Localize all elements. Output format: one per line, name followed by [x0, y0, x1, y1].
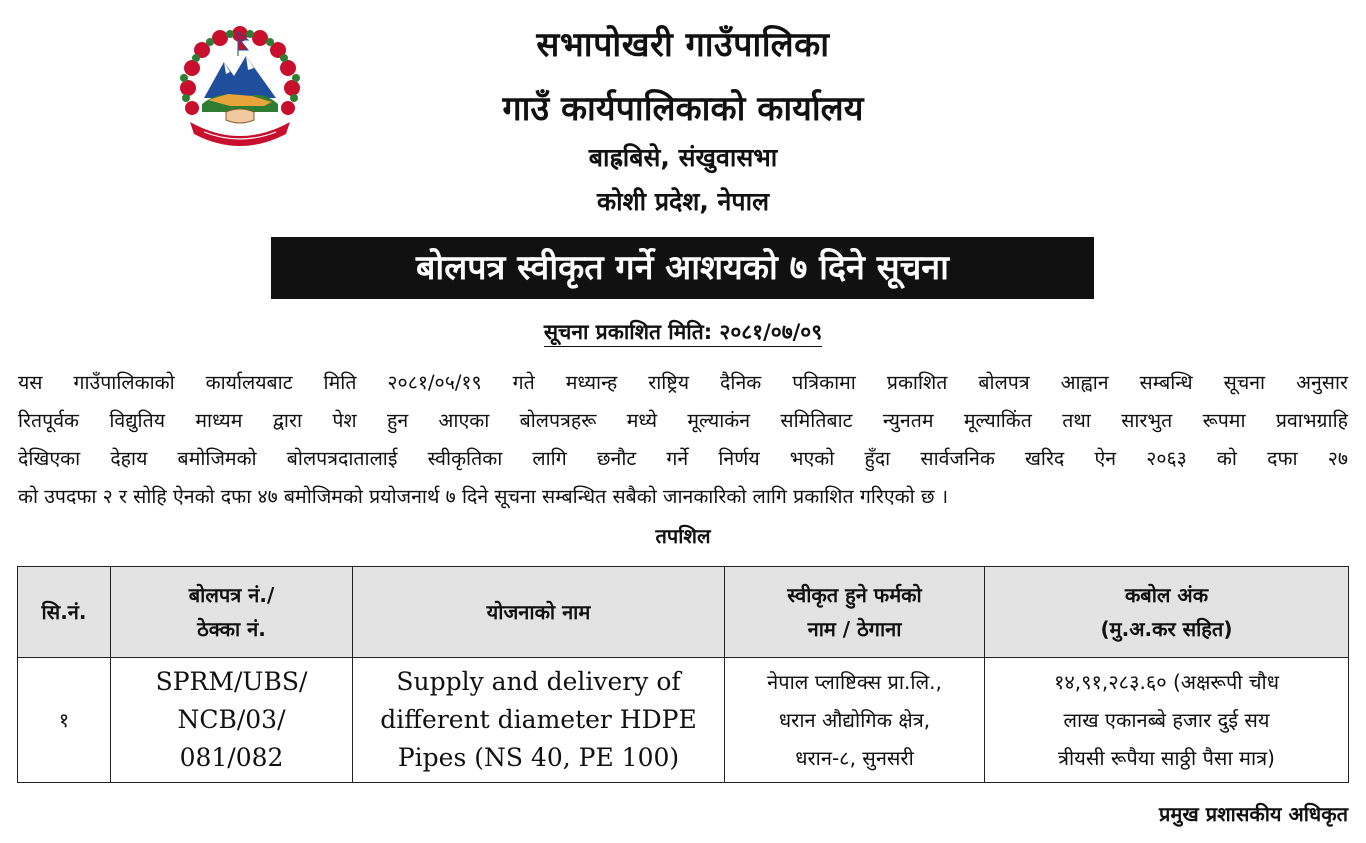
province-country: कोशी प्रदेश, नेपाल	[596, 187, 770, 216]
header-project: योजनाको नाम	[353, 567, 725, 658]
schedule-label: तपशिल	[655, 524, 711, 548]
publication-date-text: सूचना प्रकाशित मिति: २०८१/०७/०९	[544, 320, 822, 347]
notice-body-line: रितपूर्वक विद्युतिय माध्यम द्वारा पेश हुन आएका बोलपत्रहरू मध्ये मूल्याकंन समितिबाट न्युनतम मूल्याकिंत तथा सारभुत रूपमा प्रवाभग्राहि	[18, 409, 1348, 432]
header-sn: सि.नं.	[18, 567, 111, 658]
publication-date	[0, 318, 1366, 346]
table-header-row	[18, 567, 1349, 658]
cell-project: Supply and delivery of different diameter HDPE Pipes (NS 40, PE 100)	[353, 658, 725, 783]
cell-amount: १४,९१,२८३.६० (अक्षरूपी चौध लाख एकानब्बे हजार दुई सय त्रीयसी रूपैया साठ्ठी पैसा मात्र)	[985, 658, 1349, 783]
cell-bid-no: SPRM/UBS/ NCB/03/ 081/082	[111, 658, 353, 783]
signatory-title: प्रमुख प्रशासकीय अधिकृत	[1159, 802, 1348, 826]
notice-body-line: देखिएका देहाय बमोजिमको बोलपत्रदातालाई स्वीकृतिका लागि छनौट गर्ने निर्णय भएको हुँदा सार्वजनिक खरिद ऐन २०६३ को दफा २७	[18, 447, 1348, 470]
header-amount: कबोल अंक (मु.अ.कर सहित)	[985, 567, 1349, 658]
bid-table	[17, 566, 1349, 783]
cell-firm: नेपाल प्लाष्टिक्स प्रा.लि., धरान औद्योगिक क्षेत्र, धरान-८, सुनसरी	[725, 658, 985, 783]
notice-title-banner: बोलपत्र स्वीकृत गर्ने आशयको ७ दिने सूचना	[271, 237, 1094, 299]
notice-body	[18, 364, 1348, 516]
cell-sn: १	[18, 658, 111, 783]
office-location: बाह्रबिसे, संखुवासभा	[588, 143, 778, 172]
notice-body-line: को उपदफा २ र सोहि ऐनको दफा ४७ बमोजिमको प्रयोजनार्थ ७ दिने सूचना सम्बन्धित सबैको जानकारिको लागि प्रकाशित गरिएको छ ।	[18, 485, 949, 508]
header-bid-no: बोलपत्र नं./ ठेक्का नं.	[111, 567, 353, 658]
municipality-name: सभापोखरी गाउँपालिका	[536, 25, 830, 65]
office-name: गाउँ कार्यपालिकाको कार्यालय	[502, 89, 864, 129]
notice-body-line: यस गाउँपालिकाको कार्यालयबाट मिति २०८१/०५/१९ गते मध्यान्ह राष्ट्रिय दैनिक पत्रिकामा प्रकाशित बोलपत्र आह्वान सम्बन्धि सूचना अनुसार	[18, 371, 1348, 394]
header-firm: स्वीकृत हुने फर्मको नाम / ठेगाना	[725, 567, 985, 658]
table-row	[18, 658, 1349, 783]
